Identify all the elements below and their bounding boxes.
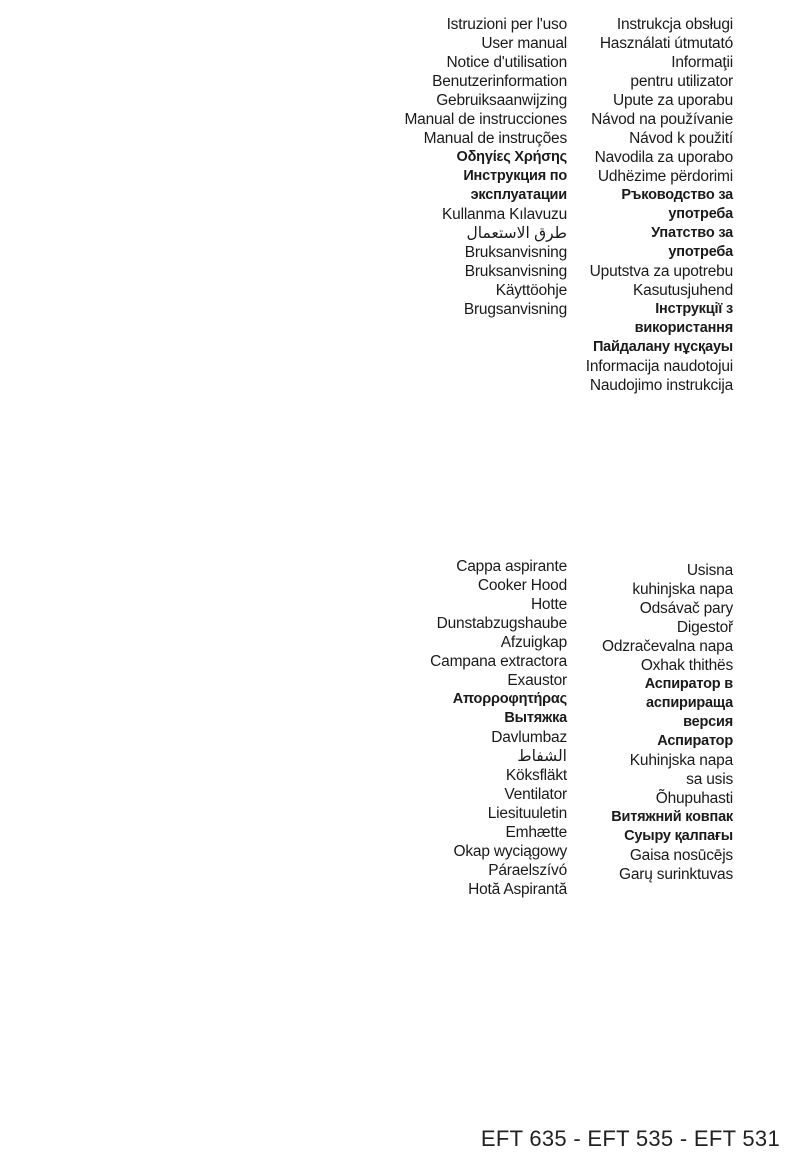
manual-title-line: Návod k použití xyxy=(629,130,733,147)
product-name-line: Вытяжка xyxy=(504,710,567,726)
manual-title-line: Instrukcja obsługi xyxy=(616,16,733,33)
product-name-line: Afzuigkap xyxy=(500,634,567,651)
product-name-line: Garų surinktuvas xyxy=(619,866,733,883)
product-name-line: Liesituuletin xyxy=(487,805,567,822)
manual-title-line: Manual de instruções xyxy=(423,130,567,147)
manual-title-line: використання xyxy=(634,320,733,336)
manual-title-line: Upute za uporabu xyxy=(612,92,733,109)
manual-title-line: Käyttöohje xyxy=(495,282,567,299)
product-name-line: الشفاط xyxy=(517,748,567,765)
product-name-line: Cappa aspirante xyxy=(456,558,567,575)
product-name-line: Суыру қалпағы xyxy=(624,828,733,844)
product-name-line: Dunstabzugshaube xyxy=(436,615,567,632)
manual-title-line: эксплуатации xyxy=(470,187,567,203)
product-name-line: Απορροφητήρας xyxy=(452,691,567,707)
product-name-line: Oxhak thithës xyxy=(640,657,733,674)
manual-title-line: Naudojimo instrukcija xyxy=(589,377,733,394)
manual-title-line: Informaţii xyxy=(671,54,733,71)
product-name-line: kuhinjska napa xyxy=(632,581,733,598)
manual-title-line: Manual de instrucciones xyxy=(404,111,567,128)
product-name-line: Cooker Hood xyxy=(477,577,567,594)
manual-title-line: Udhëzime përdorimi xyxy=(597,168,733,185)
product-name-line: Digestoř xyxy=(676,619,733,636)
manual-titles-right-column xyxy=(586,15,733,395)
manual-title-line: Bruksanvisning xyxy=(464,263,567,280)
manual-title-line: употреба xyxy=(668,206,733,222)
product-name-line: Витяжний ковпак xyxy=(611,809,733,825)
product-name-line: Õhupuhasti xyxy=(655,790,733,807)
product-name-line: Gaisa nosūcējs xyxy=(629,847,733,864)
product-name-line: Köksfläkt xyxy=(505,767,567,784)
product-name-line: версия xyxy=(683,714,733,730)
product-name-line: Davlumbaz xyxy=(491,729,567,746)
manual-title-line: Návod na používanie xyxy=(591,111,733,128)
product-name-line: Emhætte xyxy=(505,824,567,841)
product-name-line: Kuhinjska napa xyxy=(629,752,733,769)
product-name-line: Odzračevalna napa xyxy=(601,638,733,655)
product-names-right-column xyxy=(602,561,733,884)
product-name-line: Campana extractora xyxy=(430,653,567,670)
product-name-line: Usisna xyxy=(686,562,733,579)
product-name-line: Páraelszívó xyxy=(488,862,567,879)
manual-title-line: Kasutusjuhend xyxy=(633,282,733,299)
manual-title-line: Οδηγίες Χρήσης xyxy=(456,149,567,165)
product-name-line: Exaustor xyxy=(507,672,567,689)
manual-title-line: Uputstva za upotrebu xyxy=(589,263,733,280)
product-names-left-column xyxy=(430,557,567,899)
product-name-line: Аспиратор в xyxy=(644,676,733,692)
manual-title-line: طرق الاستعمال xyxy=(466,225,567,242)
manual-title-line: Brugsanvisning xyxy=(463,301,567,318)
manual-titles-left-column xyxy=(404,15,567,319)
manual-title-line: Інструкції з xyxy=(655,301,733,317)
manual-title-line: User manual xyxy=(481,35,567,52)
manual-title-line: Informacija naudotojui xyxy=(585,358,733,375)
product-name-line: Odsávač pary xyxy=(639,600,733,617)
model-numbers: EFT 635 - EFT 535 - EFT 531 xyxy=(480,1126,780,1151)
manual-title-line: Bruksanvisning xyxy=(464,244,567,261)
manual-title-line: pentru utilizator xyxy=(630,73,733,90)
manual-title-line: Kullanma Kılavuzu xyxy=(442,206,567,223)
manual-title-line: Пайдалану нұсқауы xyxy=(592,339,733,355)
manual-title-line: Ръководство за xyxy=(621,187,733,203)
manual-title-line: Gebruiksaanwijzing xyxy=(436,92,567,109)
manual-title-line: Benutzerinformation xyxy=(432,73,567,90)
manual-title-line: употреба xyxy=(668,244,733,260)
manual-title-line: Упатство за xyxy=(651,225,733,241)
product-name-line: Hotă Aspirantă xyxy=(468,881,567,898)
product-name-line: Okap wyciągowy xyxy=(453,843,567,860)
product-name-line: Ventilator xyxy=(504,786,567,803)
product-name-line: sa usis xyxy=(686,771,733,788)
manual-title-line: Istruzioni per l'uso xyxy=(446,16,567,33)
manual-title-line: Használati útmutató xyxy=(599,35,733,52)
manual-title-line: Navodila za uporabo xyxy=(594,149,733,166)
manual-title-line: Notice d'utilisation xyxy=(446,54,567,71)
product-name-line: аспирираща xyxy=(646,695,733,711)
product-name-line: Аспиратор xyxy=(657,733,733,749)
manual-title-line: Инструкция по xyxy=(463,168,567,184)
product-name-line: Hotte xyxy=(530,596,567,613)
